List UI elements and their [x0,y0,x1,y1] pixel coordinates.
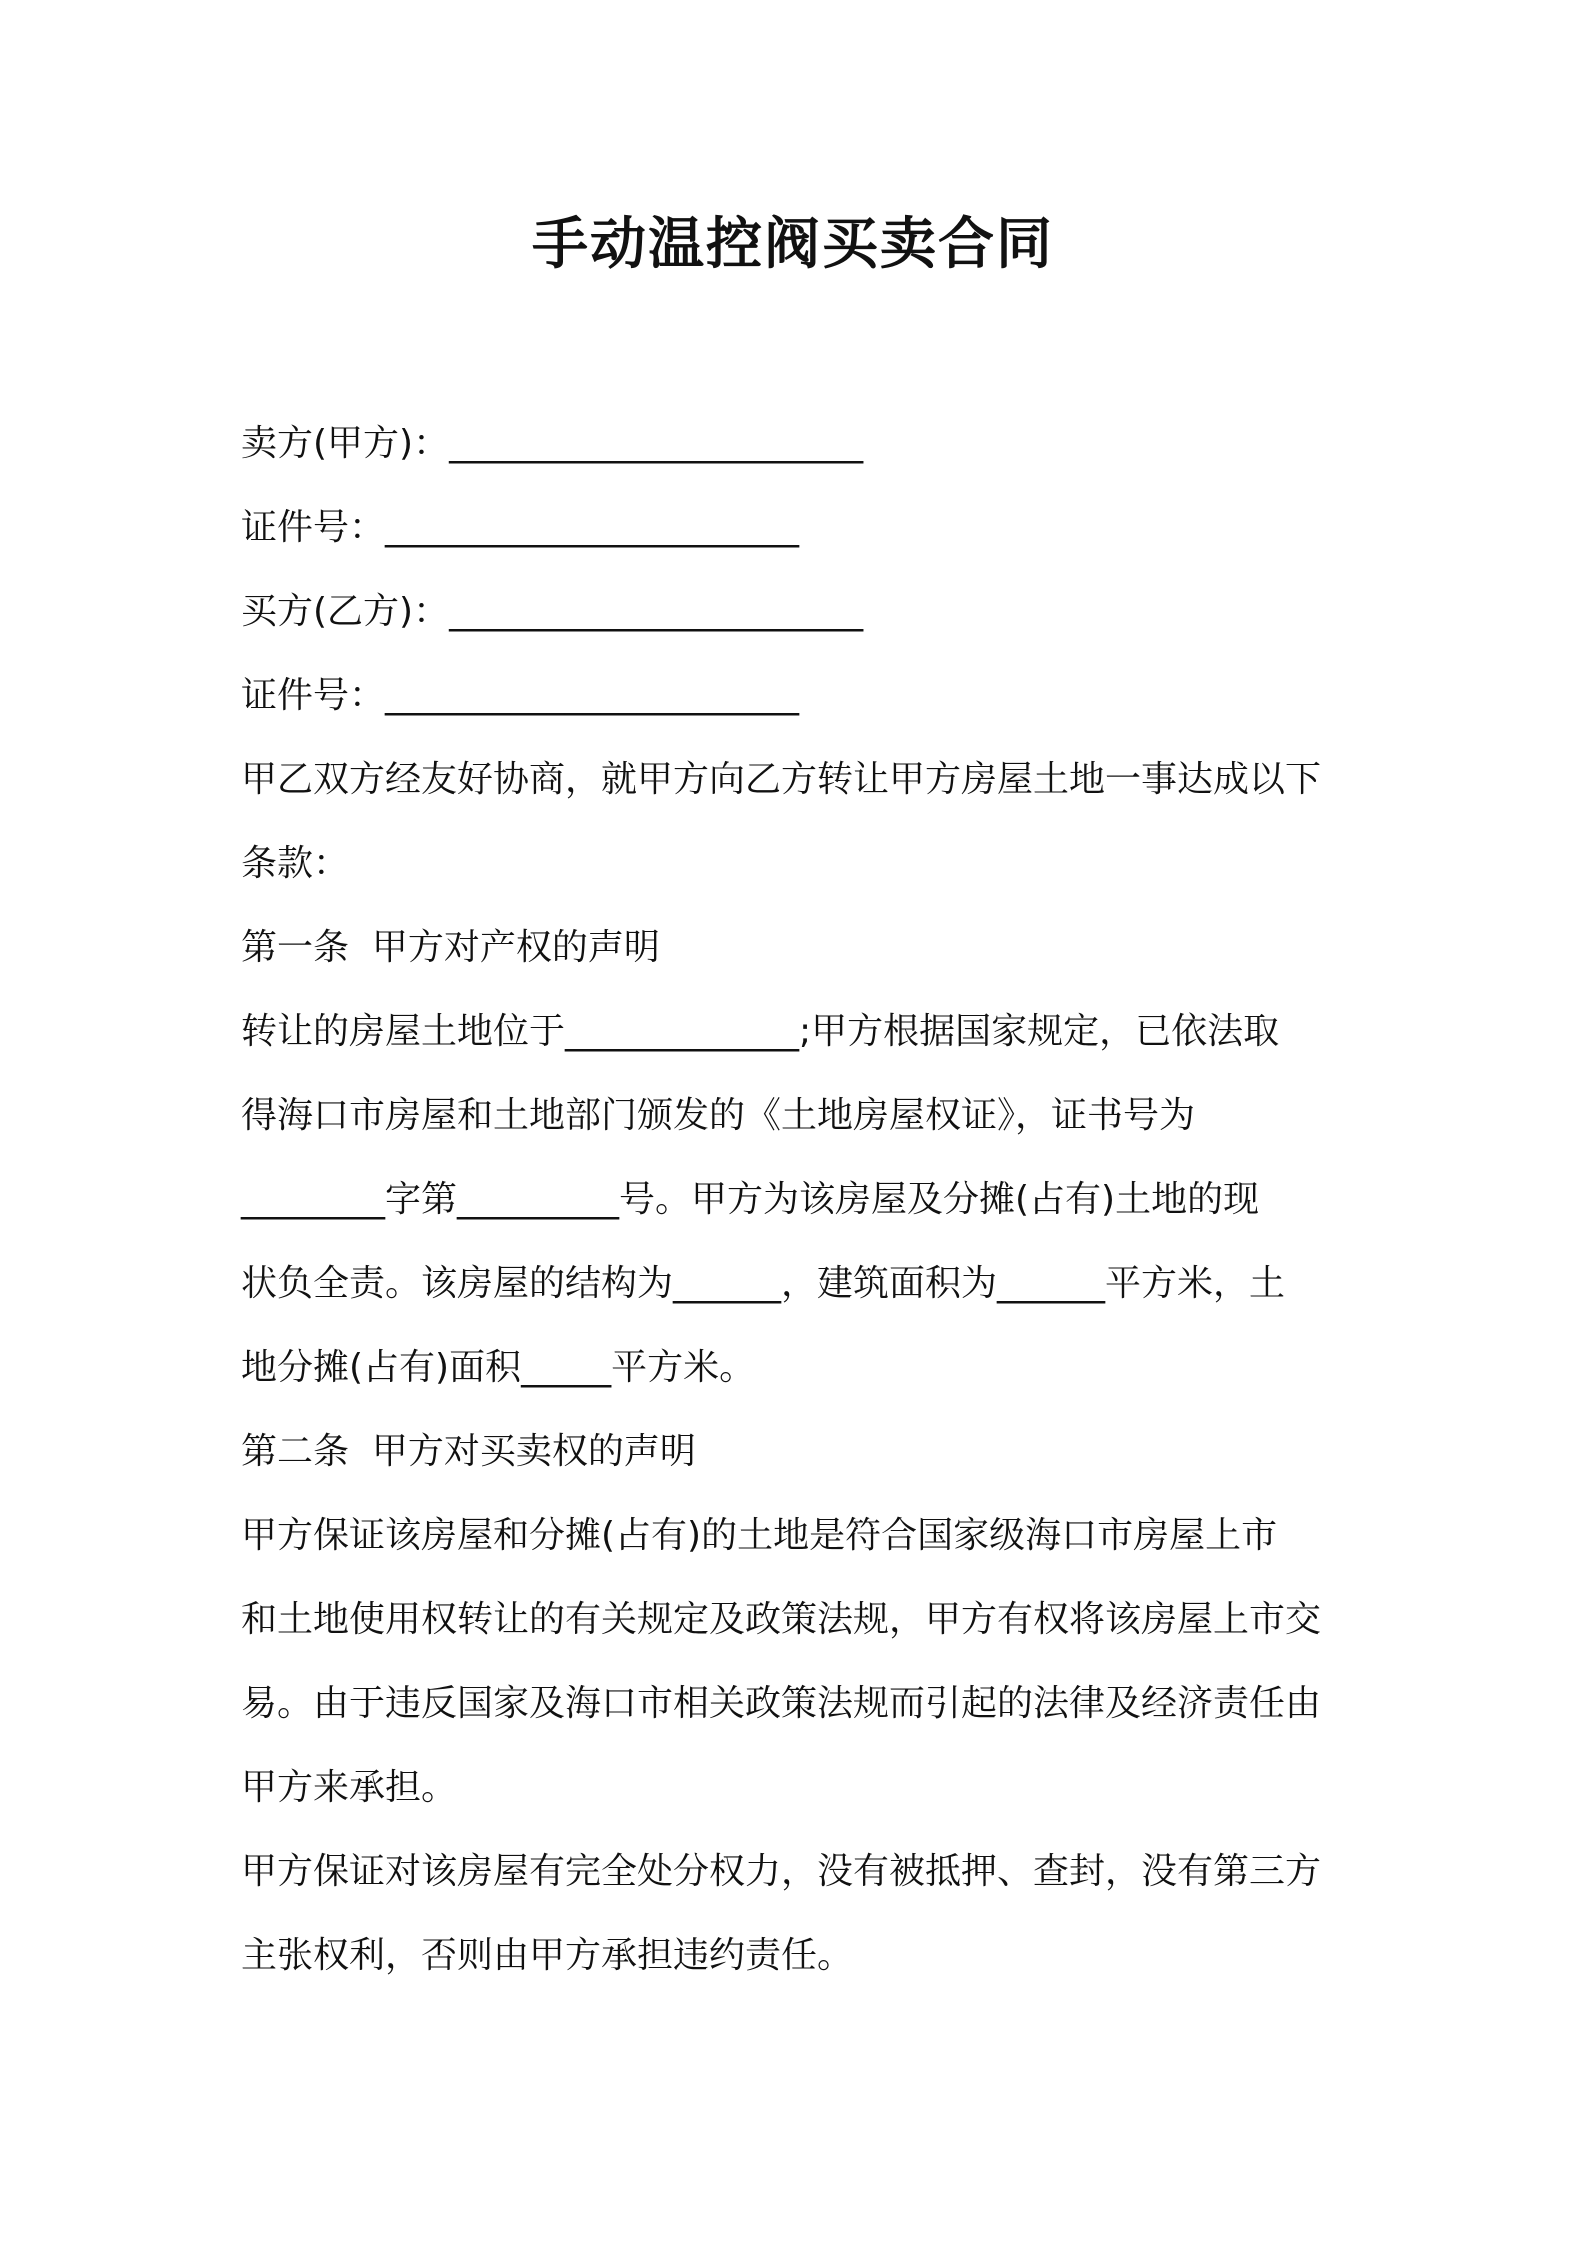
document-body [241,402,1361,1998]
article-2-paragraph-line: 甲方保证对该房屋有完全处分权力，没有被抵押、查封，没有第三方 [241,1851,1322,1892]
article-1-paragraph-line: 地分摊(占有)面积_____平方米。 [241,1347,756,1388]
intro-paragraph-line: 甲乙双方经友好协商，就甲方向乙方转让甲方房屋土地一事达成以下 [241,759,1322,800]
article-2-heading: 第二条 甲方对买卖权的声明 [241,1431,696,1472]
buyer-id-line: 证件号：_______________________ [241,675,800,716]
article-1-paragraph-line: 状负全责。该房屋的结构为______，建筑面积为______平方米，土 [241,1263,1286,1304]
document-title: 手动温控阀买卖合同 [532,212,1054,277]
seller-id-line: 证件号：_______________________ [241,507,800,548]
seller-line: 卖方(甲方)：_______________________ [241,423,864,464]
article-2-paragraph-line: 甲方来承担。 [241,1767,458,1808]
article-1-paragraph-line: ________字第_________号。甲方为该房屋及分摊(占有)土地的现 [241,1179,1260,1220]
article-2-paragraph-line: 易。由于违反国家及海口市相关政策法规而引起的法律及经济责任由 [241,1683,1322,1724]
intro-paragraph-line: 条款： [241,843,350,884]
article-1-paragraph-line: 得海口市房屋和土地部门颁发的《土地房屋权证》，证书号为 [241,1095,1196,1136]
buyer-line: 买方(乙方)：_______________________ [241,591,864,632]
article-2-paragraph-line: 和土地使用权转让的有关规定及政策法规，甲方有权将该房屋上市交 [241,1599,1322,1640]
article-1-heading: 第一条 甲方对产权的声明 [241,927,660,968]
article-2-paragraph-line: 主张权利，否则由甲方承担违约责任。 [241,1935,854,1976]
article-2-paragraph-line: 甲方保证该房屋和分摊(占有)的土地是符合国家级海口市房屋上市 [241,1515,1278,1556]
article-1-paragraph-line: 转让的房屋土地位于_____________;甲方根据国家规定，已依法取 [241,1011,1280,1052]
